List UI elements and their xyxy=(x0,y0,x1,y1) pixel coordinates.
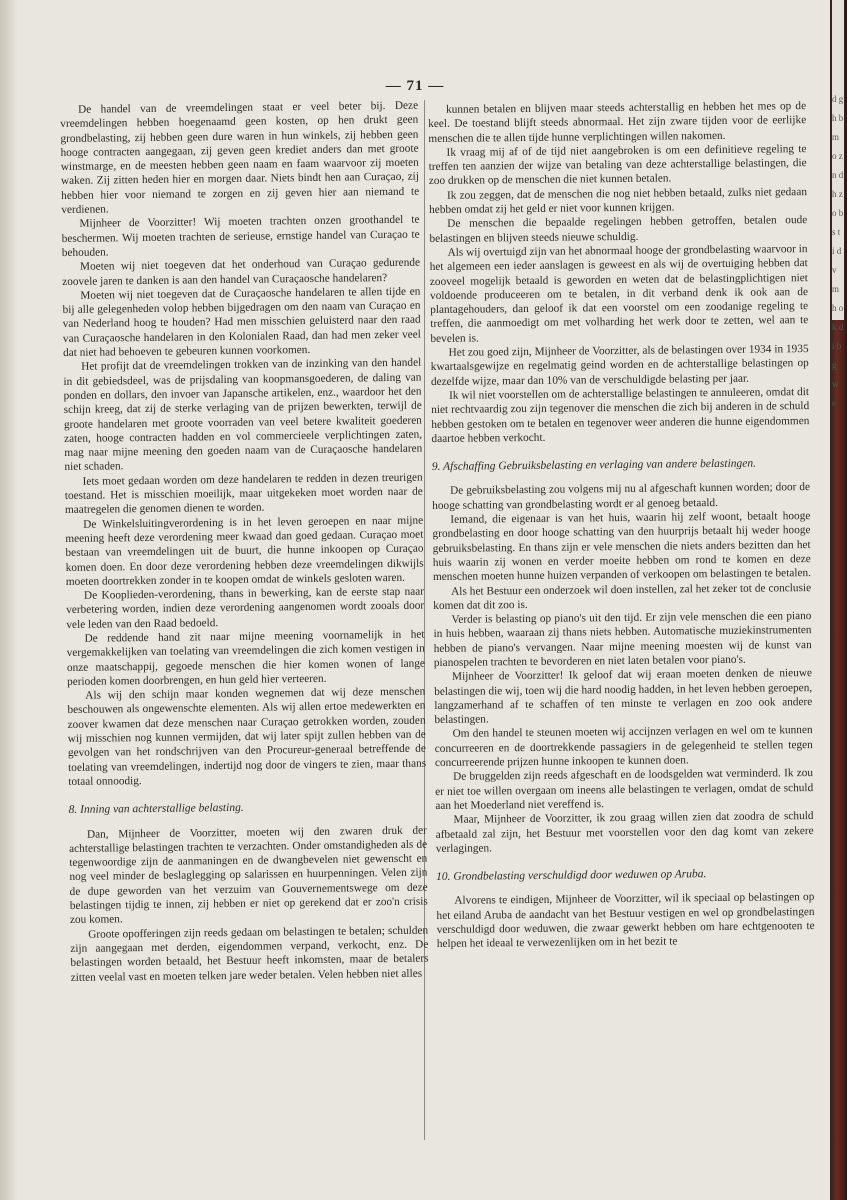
paragraph: Het profijt dat de vreemdelingen trokken van de inzinking van den handel in dit gebiedsdeel, was de prijsdaling van koopmansgoederen, de daling van ponden en dollars, den invoer van Japansche artikelen, enz., waardoor het den schijn kreeg, dat zij de sterke verlaging van de prijzen bewerkten, terwijl de groote handelaren met groote voorraden van veel betere kwaliteit goederen zaten, hooge contracten hadden en vol commercieele verplichtingen zaten, mag naar mijne meening den goeden naam van de Curaçaosche handelaren niet schaden. xyxy=(63,356,423,474)
paragraph: Iets moet gedaan worden om deze handelaren te redden in dezen treurigen toestand. Het is misschien moeilijk, maar uitgekeken moet worden naar de maatregelen die genomen dienen te worden. xyxy=(64,471,423,517)
paragraph: De handel van de vreemdelingen staat er veel beter bij. Deze vreemdelingen hebben hoegenaamd geen kosten, op hen drukt geen grondbelasting, zij hebben geen dure waren in hun winkels, zij hebben geen hooge contracten aangegaan, zij geven geen krediet anders dan met groote winstmarge, en de meesten hebben geen naam en faam waarvoor zij moeten waken. Zij zitten heden hier en morgen daar. Niets bindt hen aan Curaçao, zij hebben hier voor niemand te zorgen en zij geven hier aan niemand te verdienen. xyxy=(60,99,420,217)
paragraph: De bruggelden zijn reeds afgeschaft en de loodsgelden wat verminderd. Ik zou er niet toe willen overgaan om ineens alle belastingen te verlagen, omdat de schuld aan het Moederland niet vereffend is. xyxy=(435,767,814,812)
section-heading-10: 10. Grondbelasting verschuldigd door weduwen op Aruba. xyxy=(436,868,707,884)
paragraph: Maar, Mijnheer de Voorzitter, ik zou graag willen zien dat zoodra de schuld afbetaald zal zijn, het Bestuur met voorstellen voor den dag komt van zekere verlagingen. xyxy=(435,810,814,855)
paragraph: Ik wil niet voorstellen om de achterstallige belastingen te annuleeren, omdat dit niet rechtvaardig zou zijn tegenover die menschen die zich bij anderen in de schuld hebben gestoken om te betalen en tegenover weer anderen die hunne eigendommen daartoe hebben verkocht. xyxy=(431,385,810,445)
section-heading-8: 8. Inning van achterstallige belasting. xyxy=(68,802,244,817)
paragraph: Het zou goed zijn, Mijnheer de Voorzitter, als de belastingen over 1934 in 1935 kwartaalsgewijze en regelmatig geind worden en de achterstallige belastingen op dezelfde wijze, maar dan 10% van de verschuldigde belasting per jaar. xyxy=(430,343,809,388)
paragraph: Dan, Mijnheer de Voorzitter, moeten wij den zwaren druk der achterstallige belastingen trachten te verzachten. Onder omstandigheden als de tegenwoordige zijn de aanmaningen en de dwangbevelen niet gewenscht en nog veel minder de beslaglegging op salarissen en huurpenningen. Velen zijn de dupe geworden van het verzuim van Gouvernementswege om deze belastingen tijdig te innen, zij hebben er niet op gerekend dat er zoo'n crisis zou komen. xyxy=(69,824,428,927)
paragraph: Als wij overtuigd zijn van het abnormaal hooge der grondbelasting waarvoor in het algemeen een ieder aanslagen is geweest en als wij de overtuiging hebben dat zooveel mogelijk betaald is geworden en weten dat de belastingplichtigen niet voldoende produceeren om te betalen, in dit verband denk ik ook aan de plantagehouders, dan geloof ik dat een voorstel om een zoodanige regeling te treffen, die aanmoedigt om met volharding het werk door te zetten, wel aan te bevelen is. xyxy=(429,243,809,345)
paragraph: De gebruiksbelasting zou volgens mij nu al afgeschaft kunnen worden; door de hooge schatting van grondbelasting wordt er al genoeg betaald. xyxy=(432,481,811,512)
paragraph: Iemand, die eigenaar is van het huis, waarin hij zelf woont, betaalt hooge grondbelasting en door hooge schatting van den huurprijs betaalt hij weder hooge gebruiksbelasting. En thans zijn er vele menschen die niets anders bezitten dan het huis waarin zij wonen en verder moeite hebben om rond te komen en deze menschen moeten hunne huizen verpanden of verkoopen om belastingen te betalen. xyxy=(432,510,812,584)
paragraph: Ik zou zeggen, dat de menschen die nog niet hebben betaald, zulks niet gedaan hebben omdat zij het geld er niet voor kunnen krijgen. xyxy=(429,185,808,217)
paragraph: Als het Bestuur een onderzoek wil doen instellen, zal het zeker tot de conclusie komen dat dit zoo is. xyxy=(433,581,812,612)
paragraph: Moeten wij niet toegeven dat het onderhoud van Curaçao gedurende zoovele jaren te danken is aan den handel van Curaçaosche handelaren? xyxy=(62,256,421,288)
paragraph: De Winkelsluitingverordening is in het leven geroepen en naar mijne meening heeft deze verordening meer kwaad dan goed gedaan. Curaçao moet bestaan van vreemdelingen uit de buurt, die hunne inkoopen op Curaçao komen doen. En door deze verordening hebben deze vreemdelingen dikwijls moeten doortrekken zonder in te koopen omdat de winkels gesloten waren. xyxy=(65,514,424,588)
paragraph: Alvorens te eindigen, Mijnheer de Voorzitter, wil ik speciaal op belastingen op het eiland Aruba de aandacht van het Bestuur vestigen en wel op grondbelastingen verschuldigd door weduwen, die zwaar gewerkt hebben om hare echtgenooten te helpen het ideaal te verwezenlijken om in het bezit te xyxy=(436,891,815,951)
paragraph: Mijnheer de Voorzitter! Wij moeten trachten onzen groothandel te beschermen. Wij moeten trachten de serieuse, ernstige handel van Curaçao te behouden. xyxy=(61,213,420,259)
paragraph: Als wij den schijn maar konden wegnemen dat wij deze menschen beschouwen als ongewenschte elementen. Als wij allen ertoe medewerkten en zoover kwamen dat deze menschen naar Curaçao getrokken worden, zouden wij misschien nog kunnen vermijden, dat wij later spijt zullen hebben van de gevolgen van het rondschrijven van den Procureur-generaal betreffende de toelating van vreemdelingen, indertijd nog door de vingers te zien, maar thans totaal onnoodig. xyxy=(67,685,427,788)
paragraph: De Kooplieden-verordening, thans in bewerking, kan de eerste stap naar verbetering worden, indien deze verordening aangenomen wordt zooals door vele leden van den Raad bedoeld. xyxy=(66,585,425,631)
paragraph: Moeten wij niet toegeven dat de Curaçaosche handelaren te allen tijde en bij alle gelegenheden volop hebben bijgedragen om den naam van Curaçao en van Nederland hoog te houden? Had men misschien geluisterd naar den raad van Curaçaosche handelaren in den Kolonialen Raad, dan had men zeker veel dat niet had behoeven te gebeuren kunnen voorkomen. xyxy=(62,285,421,360)
page-number: — 71 — xyxy=(385,78,445,94)
paragraph: kunnen betalen en blijven maar steeds achterstallig en hebben het mes op de keel. De toestand blijft steeds abnormaal. Het zijn zware tijden voor de eerlijke menschen die te allen tijde hunne verplichtingen willen nakomen. xyxy=(428,100,807,145)
paragraph: De menschen die bepaalde regelingen hebben getroffen, betalen oude belastingen en blijven steeds nieuwe schuldig. xyxy=(429,214,808,245)
adjacent-page-letters: d g h b m o z n d h z o b s t i d v m h o k d i b g w e xyxy=(832,94,844,408)
left-column xyxy=(60,99,429,985)
page-gutter-shadow xyxy=(0,0,18,1200)
section-heading-9: 9. Afschaffing Gebruiksbelasting en verlaging van andere belastingen. xyxy=(431,457,757,474)
paragraph: Groote opofferingen zijn reeds gedaan om belastingen te betalen; schulden zijn aangegaan met derden, eigendommen verpand, verkocht, enz. De belastingen worden betaald, het Bestuur heeft inkomsten, maar de betalers zitten veelal vast en moeten telken jare weder betalen. Velen hebben niet alles xyxy=(70,924,429,984)
right-column xyxy=(428,99,815,952)
paragraph: Verder is belasting op piano's uit den tijd. Er zijn vele menschen die een piano in huis hebben, waaraan zij thans niets hebben. Automatische muziekinstrumenten hebben de piano's vervangen. Naar mijne meening moesten wij de kunst van pianospelen trachten te bevorderen en niet laten betalen voor piano's. xyxy=(433,610,812,669)
paragraph: Om den handel te steunen moeten wij accijnzen verlagen en wel om te kunnen concurreeren en de doortrekkende passagiers in de gelegenheid te stellen tegen concurreerende prijzen hunne inkoopen te kunnen doen. xyxy=(434,724,813,770)
paragraph: Ik vraag mij af of de tijd niet aangebroken is om een definitieve regeling te treffen ten aanzien der wijze van betaling van deze achterstallige belastingen, die zoo drukken op de menschen die niet kunnen betalen. xyxy=(428,142,807,188)
paragraph: Mijnheer de Voorzitter! Ik geloof dat wij eraan moeten denken de nieuwe belastingen die wij, toen wij die hard noodig hadden, in het leven hebben geroepen, langzamerhand af te schaffen of ten minste te verlagen en zoo ook andere belastingen. xyxy=(434,667,813,727)
paragraph: De reddende hand zit naar mijne meening voornamelijk in het vergemakkelijken van toelating van vreemdelingen die zich komen vestigen in onze maatschappij, gegoede menschen die hier komen wonen of lange perioden komen doorbrengen, en hun geld hier verteeren. xyxy=(66,628,425,688)
